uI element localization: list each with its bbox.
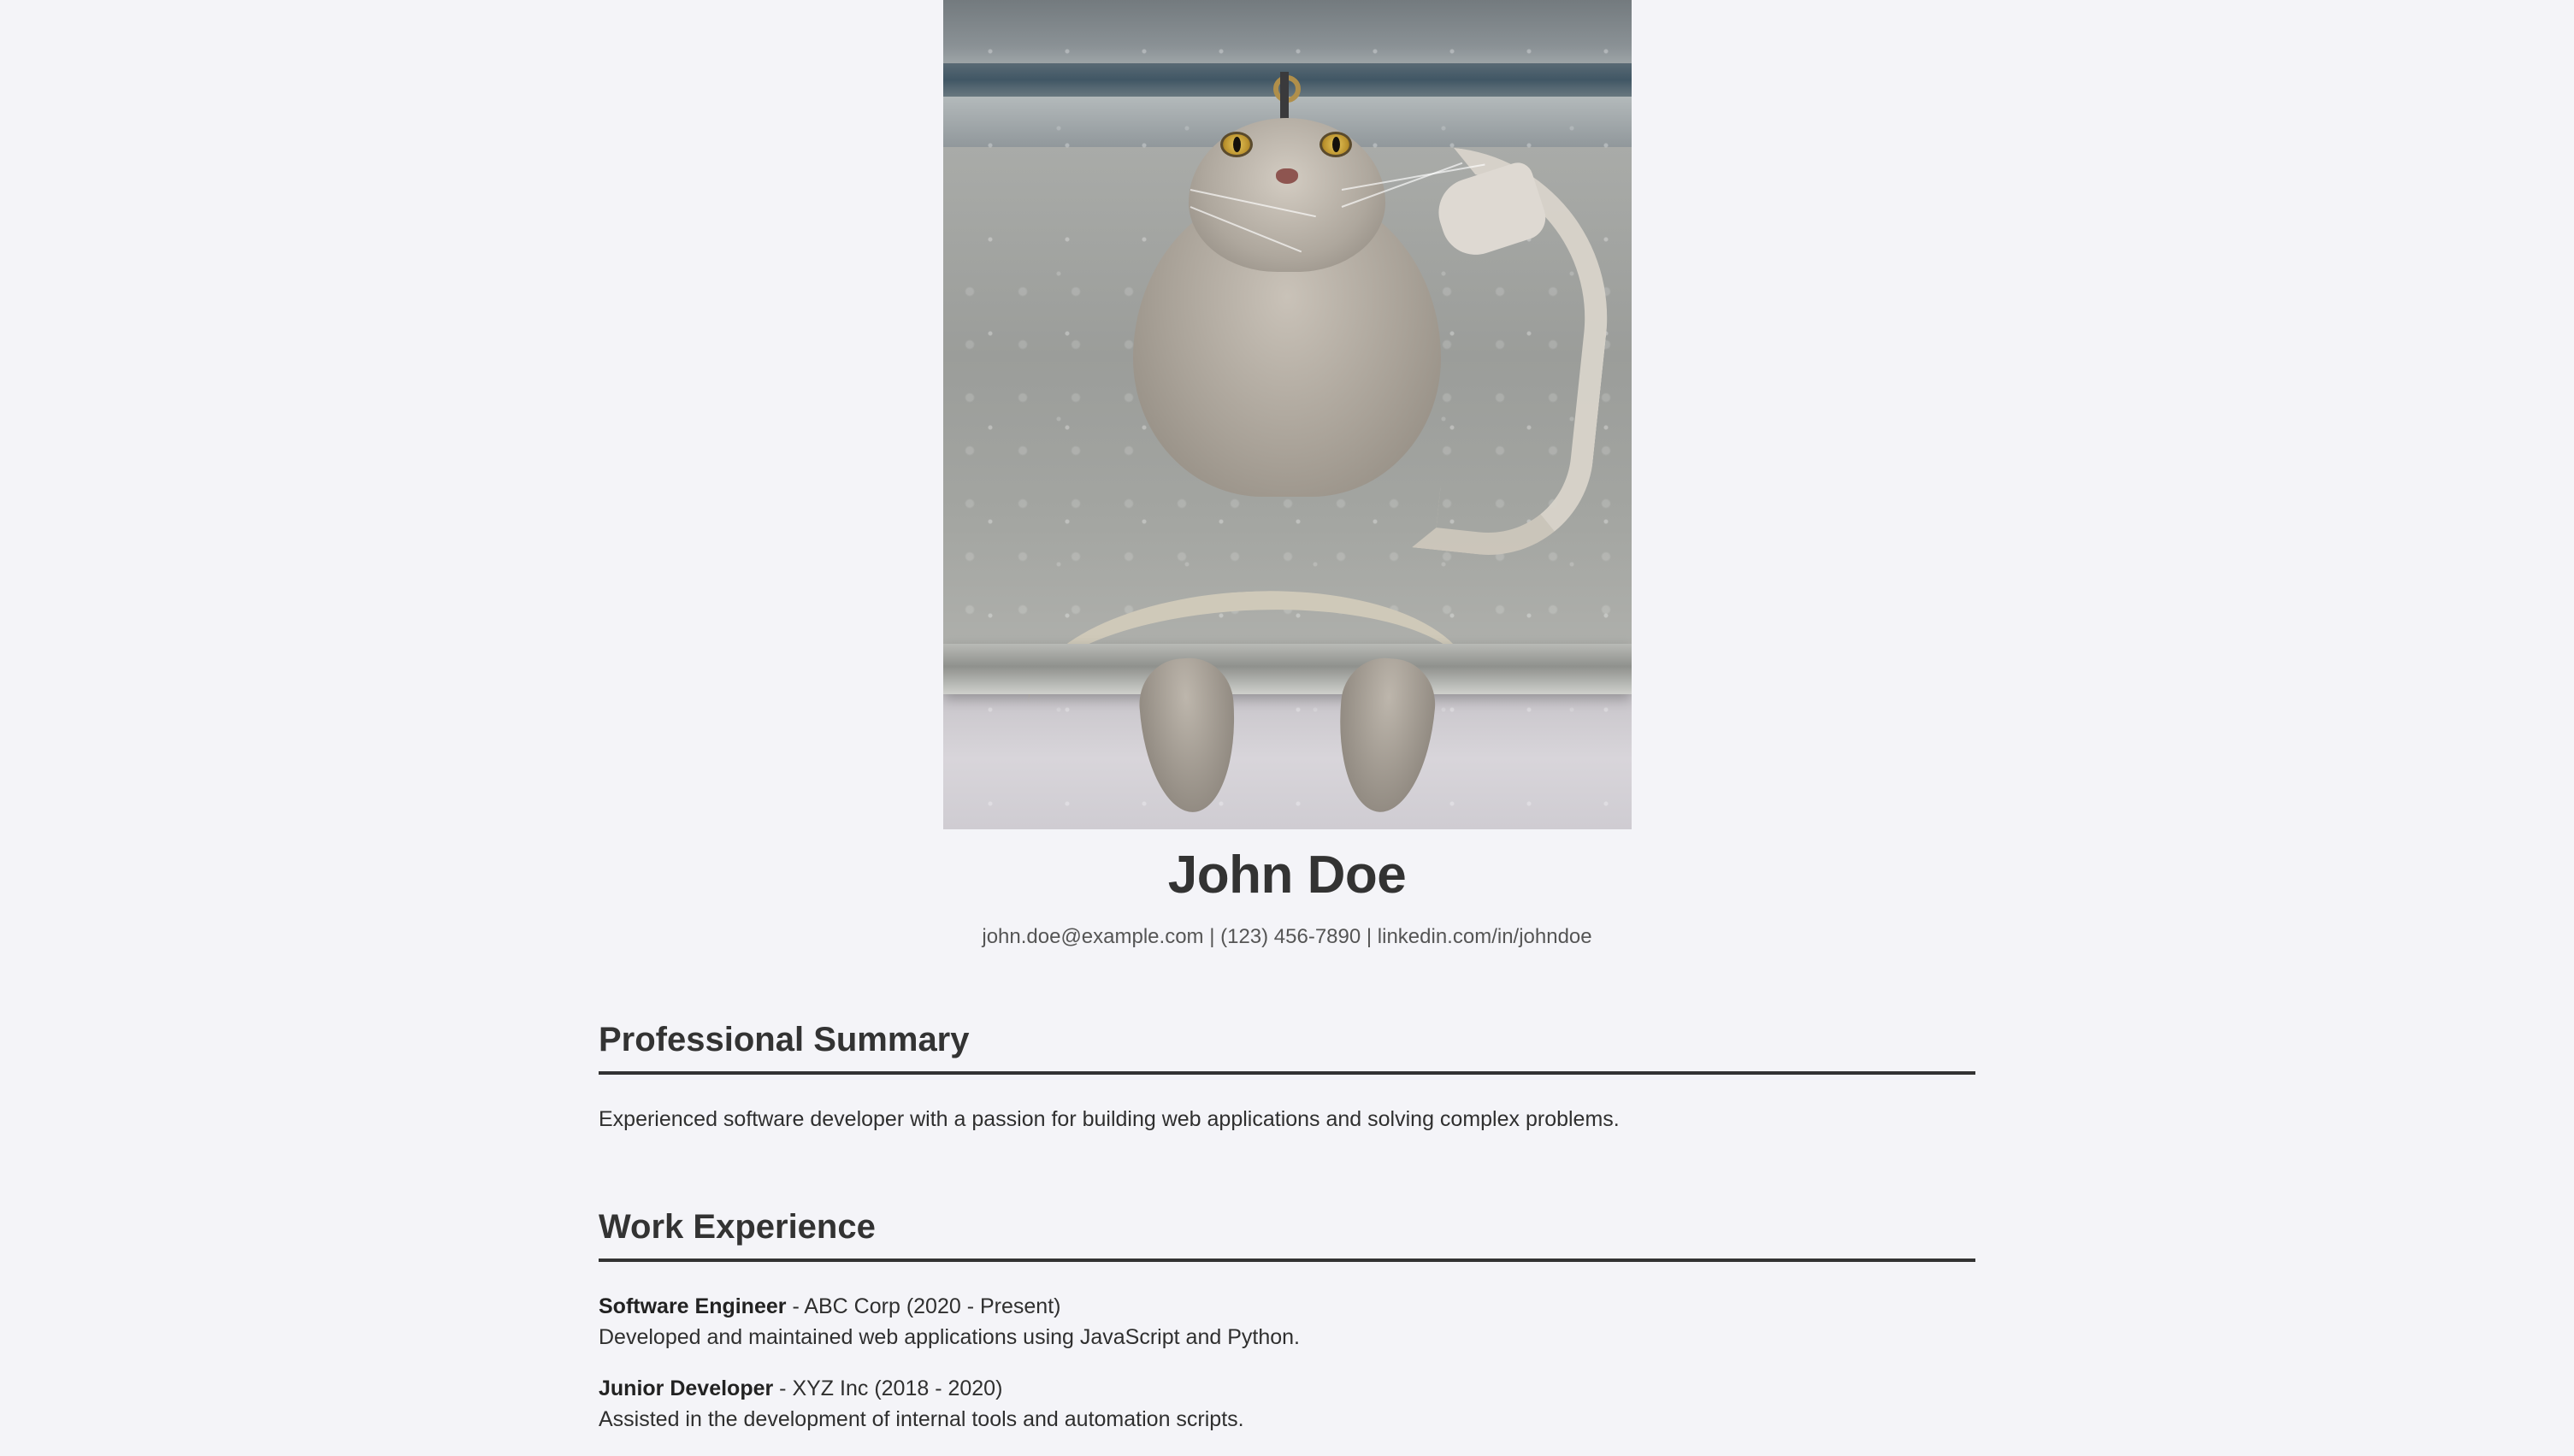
job-heading-line (599, 1291, 1975, 1322)
wet-cat-photo (943, 0, 1632, 829)
cat-nose (1276, 168, 1298, 184)
section-professional-summary (599, 1021, 1975, 1136)
job-description: Assisted in the development of internal tools and automation scripts. (599, 1407, 1244, 1432)
section-work-experience (599, 1208, 1975, 1435)
work-experience-item (599, 1291, 1975, 1353)
cat-pupil-left (1233, 137, 1241, 152)
section-title-professional-summary: Professional Summary (599, 1021, 1975, 1075)
page-title: John Doe (1167, 846, 1407, 905)
job-title: Software Engineer (599, 1294, 787, 1318)
job-description: Developed and maintained web applications using JavaScript and Python. (599, 1324, 1300, 1349)
job-title: Junior Developer (599, 1376, 774, 1401)
sink-edge-rail (943, 644, 1632, 694)
resume-header (599, 0, 1975, 949)
work-experience-list (599, 1291, 1975, 1435)
job-meta: - ABC Corp (2020 - Present) (786, 1294, 1061, 1318)
job-meta: - XYZ Inc (2018 - 2020) (773, 1376, 1003, 1401)
cat-pupil-right (1332, 137, 1340, 152)
professional-summary-text: Experienced software developer with a passion for building web applications and solving complex problems. (599, 1107, 1620, 1132)
profile-photo-frame (943, 0, 1632, 829)
work-experience-item (599, 1373, 1975, 1435)
job-heading-line (599, 1373, 1975, 1404)
section-title-work-experience: Work Experience (599, 1208, 1975, 1262)
contact-line: john.doe@example.com | (123) 456-7890 | linkedin.com/in/johndoe (982, 925, 1592, 949)
resume-container (599, 0, 1975, 1435)
